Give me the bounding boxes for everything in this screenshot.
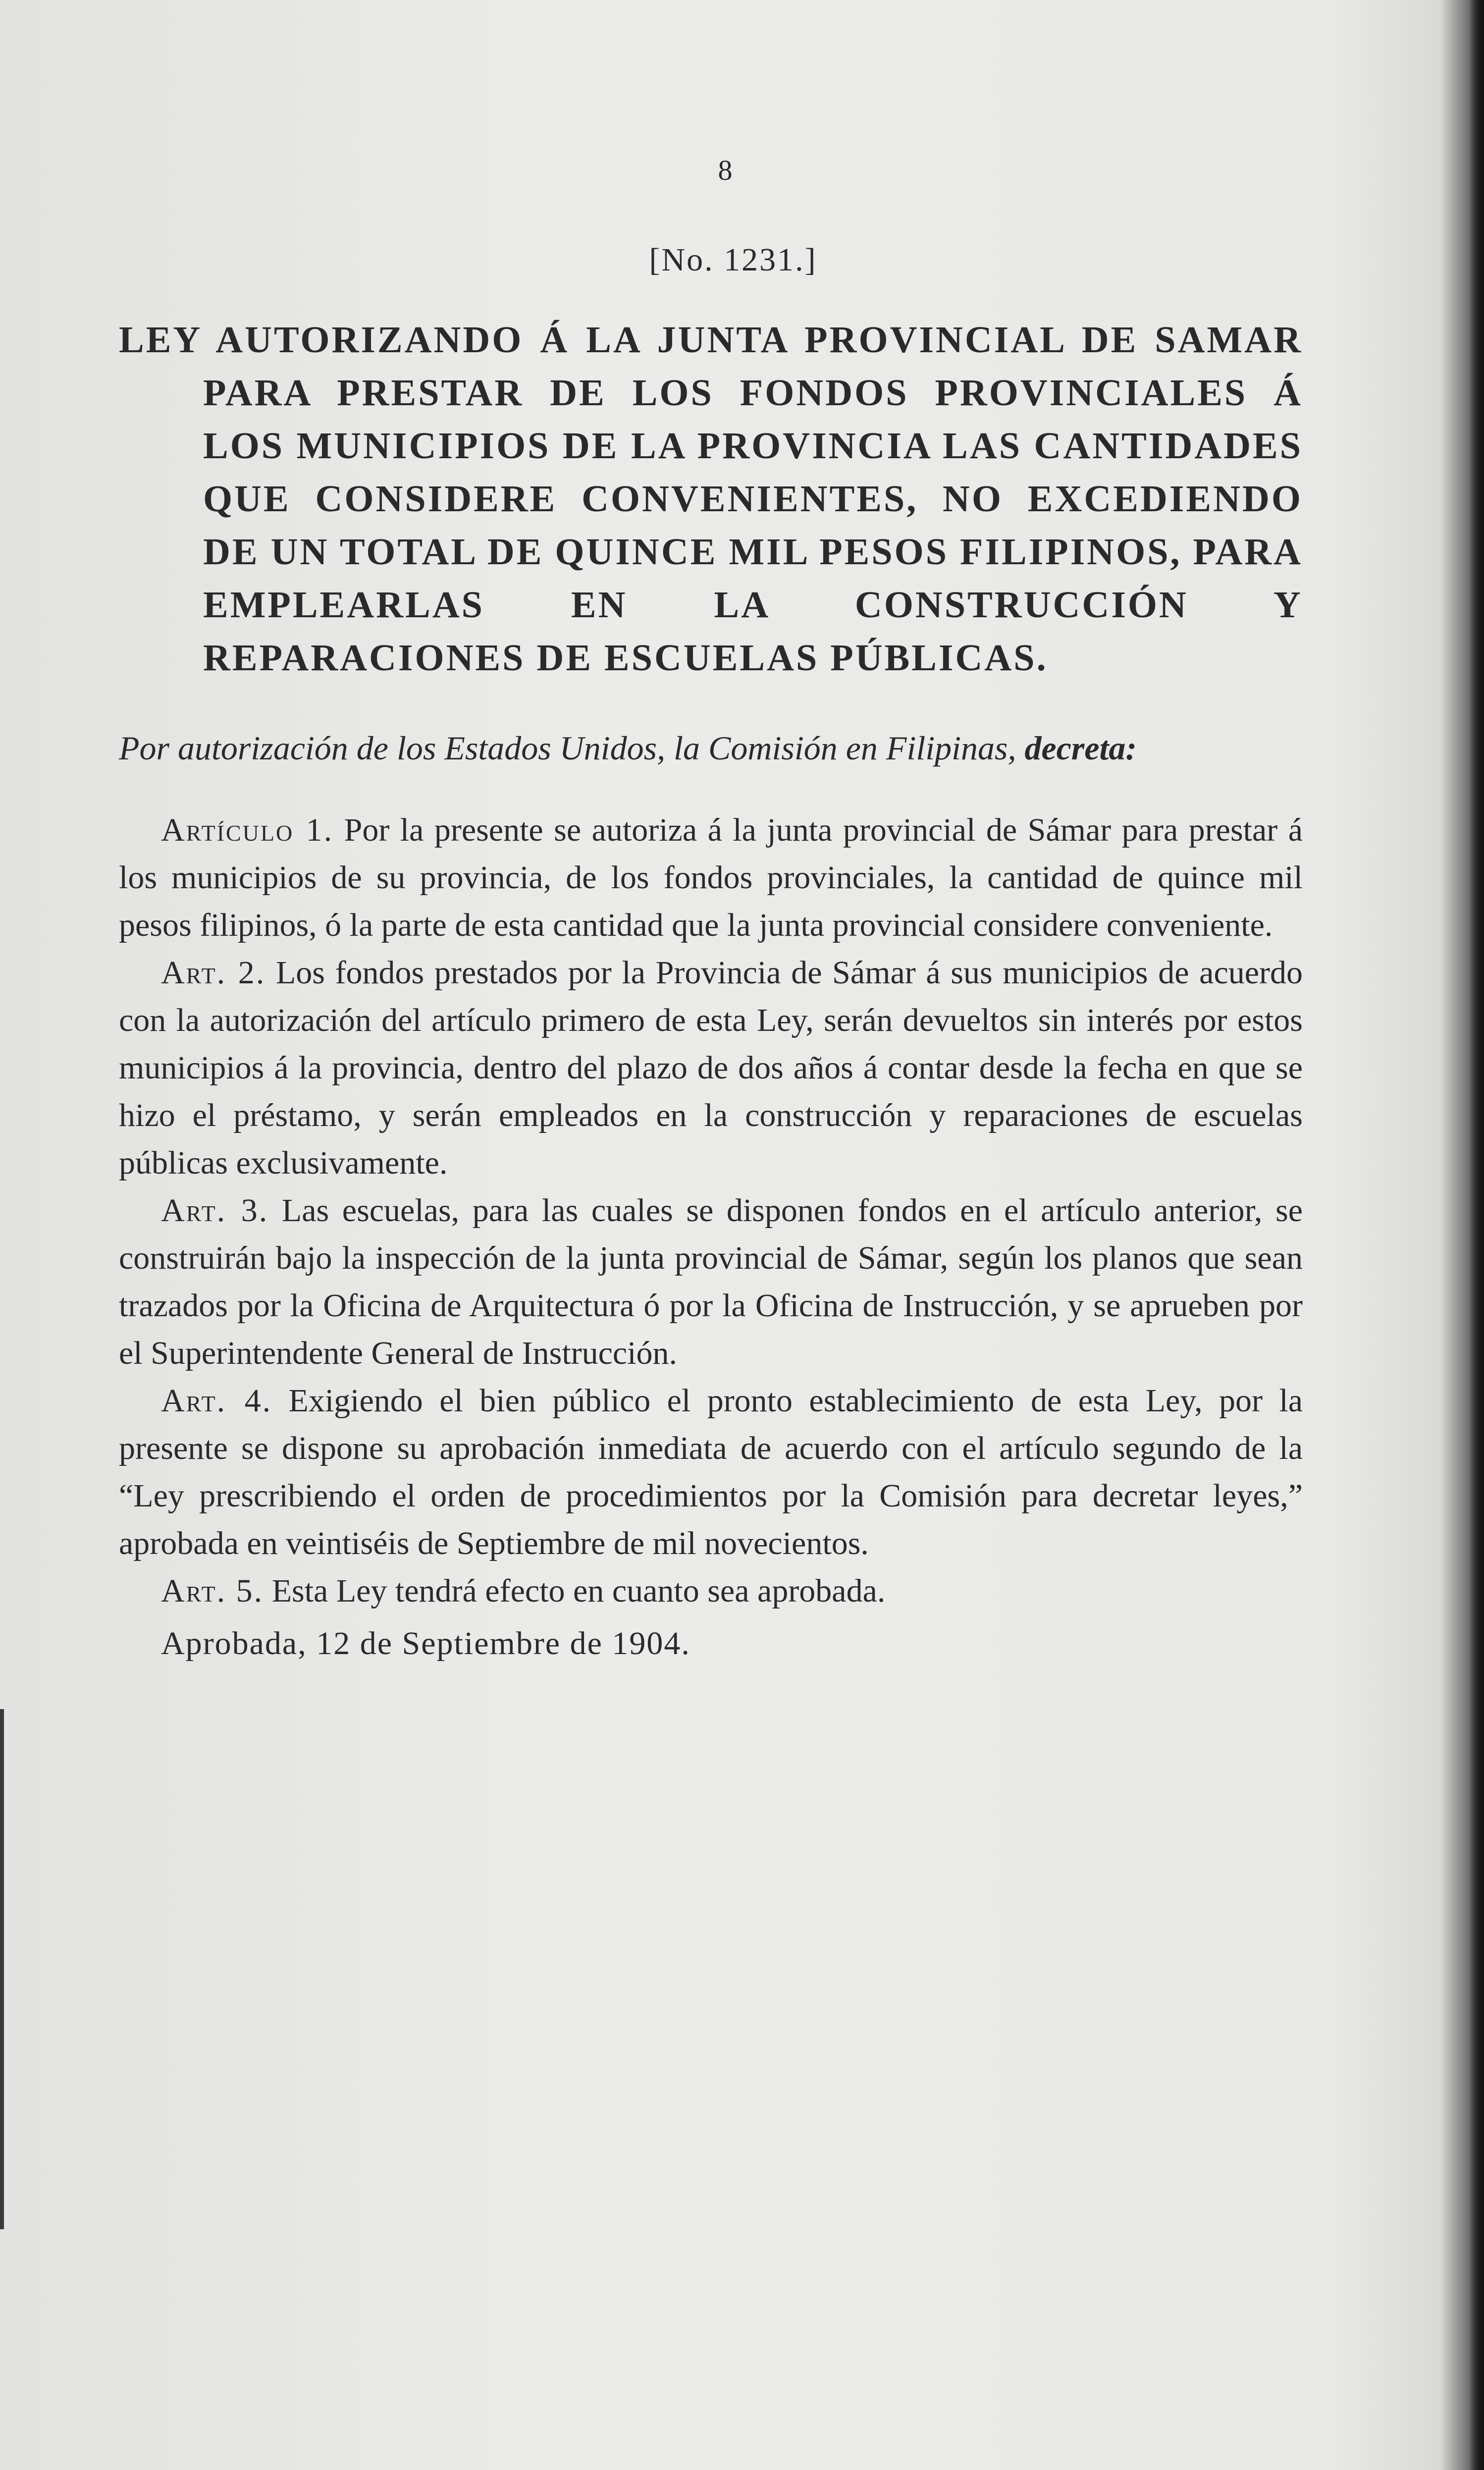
article-text: Las escuelas, para las cuales se disponen fondos en el artículo anterior, se construirán bajo la inspección de la junta provincial de Sámar, según los planos que sean trazados por la Oficina de Arquitectura ó por la Oficina de Instrucción, y se aprueben por el Superintendente General de Instrucción. [119,1192,1303,1371]
article-text: Por la presente se autoriza á la junta provincial de Sámar para prestar á los municipios de su provincia, de los fondos provinciales, la cantidad de quince mil pesos filipinos, ó la parte de esta cantidad que la junta provincial considere conveniente. [119,812,1303,943]
article-1 [119,806,1303,949]
article-text: Esta Ley tendrá efecto en cuanto sea aprobada. [271,1573,886,1609]
article-label: Art. 3. [161,1192,269,1229]
enacting-clause-text: Por autorización de los Estados Unidos, la Comisión en Filipinas, [119,729,1016,767]
article-label: Art. 4. [161,1383,272,1419]
law-title [119,314,1303,685]
page-content [119,154,1303,1667]
article-label: Art. 5. [161,1573,264,1609]
law-title-text: LEY AUTORIZANDO Á LA JUNTA PROVINCIAL DE SAMAR PARA PRESTAR DE LOS FONDOS PROVINCIALES Á LOS MUNICIPIOS DE LA PROVINCIA LAS CANTIDADES QUE CONSIDERE CONVENIENTES, NO EXCEDIENDO DE UN TOTAL DE QUINCE MIL PESOS FILIPINOS, PARA EMPLEARLAS EN LA CONSTRUCCIÓN Y REPARACIONES DE ESCUELAS PÚBLICAS. [119,319,1303,679]
article-3 [119,1187,1303,1377]
page-edge-shadow [1469,0,1484,2470]
article-2 [119,949,1303,1187]
articles-list [119,806,1303,1615]
page-number: 8 [718,154,734,186]
article-4 [119,1377,1303,1567]
article-label: Art. 2. [161,955,266,991]
article-5 [119,1567,1303,1615]
enacting-clause [119,724,1303,772]
article-label: Artículo 1. [161,812,334,848]
article-text: Exigiendo el bien público el pronto establecimiento de esta Ley, por la presente se dispone su aprobación inmediata de acuerdo con el artículo segundo de la “Ley prescribiendo el orden de procedimientos por la Comisión para decretar leyes,” aprobada en veintiséis de Septiembre de mil novecientos. [119,1383,1303,1561]
approval-date: Aprobada, 12 de Septiembre de 1904. [161,1625,690,1662]
enacting-clause-decreta: decreta: [1024,729,1137,767]
article-text: Los fondos prestados por la Provincia de Sámar á sus municipios de acuerdo con la autorización del artículo primero de esta Ley, serán devueltos sin interés por estos municipios á la provincia, dentro del plazo de dos años á contar desde la fecha en que se hizo el préstamo, y serán empleados en la construcción y reparaciones de escuelas públicas exclusivamente. [119,955,1303,1181]
binding-mark [0,1709,4,2229]
bill-number: [No. 1231.] [649,242,817,278]
